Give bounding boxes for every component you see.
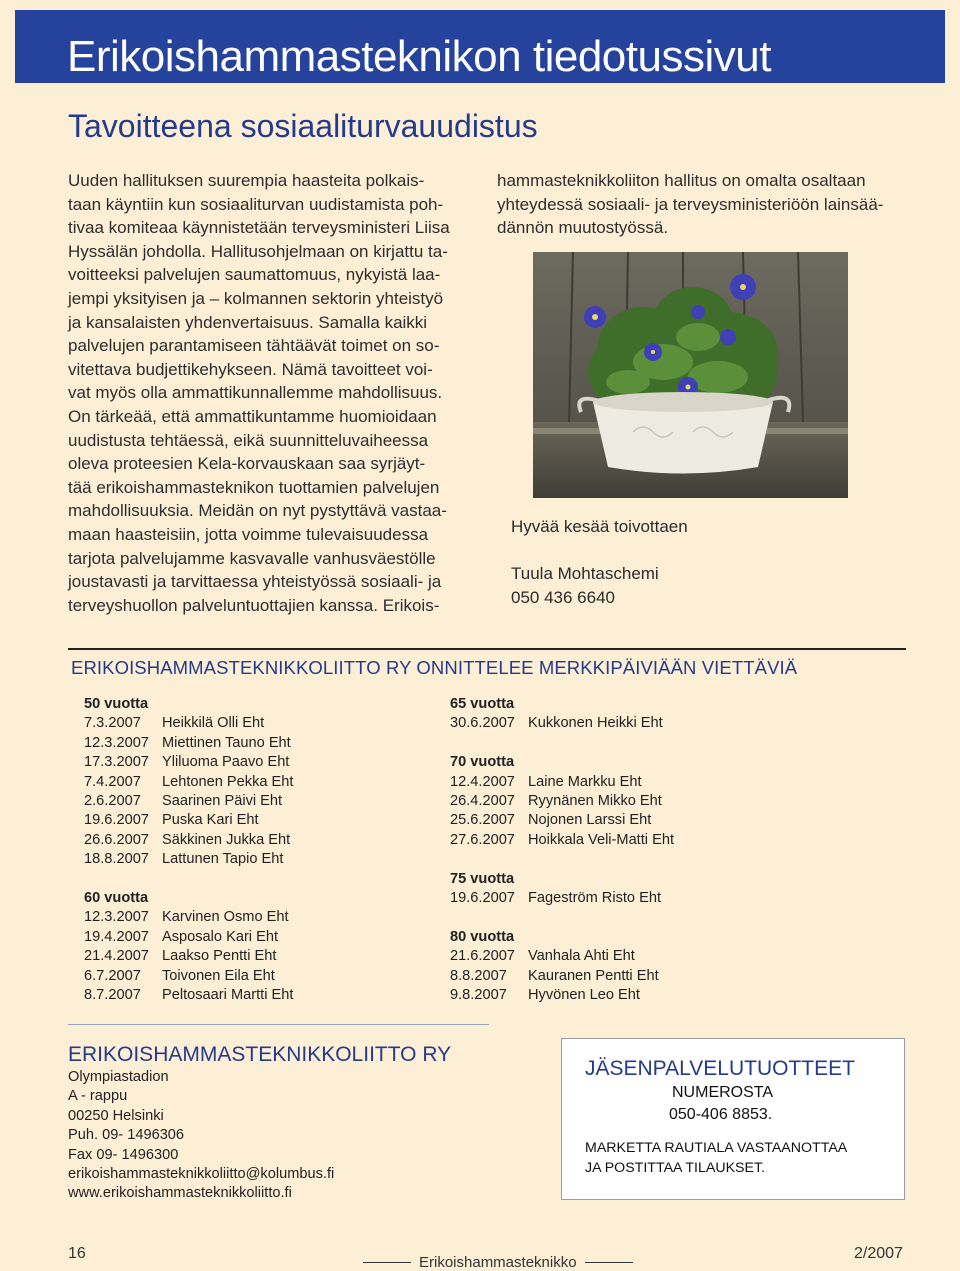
list-item: [84, 928, 293, 947]
entry-name: Lattunen Tapio Eht: [162, 851, 284, 868]
article-text-line: tivaa komiteaa käynnistetään terveysministeri Liisa: [68, 218, 450, 238]
list-item: [84, 850, 293, 869]
anniversary-group-title: 60 vuotta: [84, 890, 149, 907]
entry-name: Hyvönen Leo Eht: [528, 987, 640, 1004]
list-spacer: [84, 870, 293, 889]
entry-date: 8.7.2007: [84, 987, 141, 1004]
section-divider: [68, 648, 906, 650]
entry-name: Fageström Risto Eht: [528, 890, 662, 907]
publication-name: Erikoishammasteknikko: [419, 1254, 577, 1271]
anniversary-group-title: 75 vuotta: [450, 870, 515, 887]
entry-date: 12.4.2007: [450, 773, 515, 790]
entry-date: 26.6.2007: [84, 831, 149, 848]
article-text-line: vitettava budjettikehykseen. Nämä tavoitteet voi-: [68, 359, 433, 379]
list-item: [450, 889, 674, 908]
list-item: [84, 967, 293, 986]
list-item: [450, 947, 674, 966]
entry-name: Heikkilä Olli Eht: [162, 715, 265, 732]
article-text-line: tää erikoishammasteknikon tuottamien palvelujen: [68, 477, 440, 497]
org-info-line: erikoishammasteknikkoliitto@kolumbus.fi: [68, 1166, 335, 1183]
member-box-note-line: MARKETTA RAUTIALA VASTAANOTTAA: [585, 1140, 848, 1156]
anniversary-list-right: [450, 695, 674, 1005]
flower-pot-photo: [533, 252, 848, 498]
entry-name: Säkkinen Jukka Eht: [162, 831, 291, 848]
article-text-line: maan haasteisiin, jotta voimme tulevaisuudessa: [68, 524, 429, 544]
article-text-line: mahdollisuuksia. Meidän on nyt pystyttävä vastaa-: [68, 501, 447, 521]
entry-date: 9.8.2007: [450, 987, 507, 1004]
list-spacer: [450, 850, 674, 869]
entry-date: 12.3.2007: [84, 909, 149, 926]
article-text-line: terveyshuollon palveluntuottajien kanssa. Erikois-: [68, 595, 440, 615]
entry-date: 19.6.2007: [84, 812, 149, 829]
list-item: [450, 773, 674, 792]
issue-number: 2/2007: [854, 1245, 903, 1262]
member-box-subtitle: NUMEROSTA: [672, 1084, 774, 1101]
entry-name: Ryynänen Mikko Eht: [528, 793, 662, 810]
entry-date: 30.6.2007: [450, 715, 515, 732]
list-item: [450, 831, 674, 850]
footer-rule-right: [585, 1262, 633, 1263]
list-spacer: [450, 908, 674, 927]
list-item: [84, 753, 293, 772]
anniversary-group-title: 50 vuotta: [84, 696, 149, 712]
article-text-line: yhteydessä sosiaali- ja terveysministeriöön lainsää-: [497, 194, 884, 214]
entry-name: Asposalo Kari Eht: [162, 928, 279, 945]
list-item: [84, 773, 293, 792]
org-info-line: A - rappu: [68, 1088, 128, 1105]
list-item: [84, 831, 293, 850]
org-title: ERIKOISHAMMASTEKNIKKOLIITTO RY: [68, 1043, 452, 1066]
entry-date: 21.6.2007: [450, 948, 515, 965]
article-text-line: hammasteknikkoliiton hallitus on omalta osaltaan: [497, 171, 866, 190]
list-item: [84, 908, 293, 927]
header-banner: [15, 10, 945, 83]
entry-name: Yliluoma Paavo Eht: [162, 754, 290, 771]
list-item: [84, 734, 293, 753]
anniversary-group-title: 70 vuotta: [450, 754, 515, 771]
list-item: [84, 986, 293, 1005]
entry-date: 7.4.2007: [84, 773, 141, 790]
entry-date: 7.3.2007: [84, 715, 141, 732]
article-text-line: ja kansalaisten yhdenvertaisuus. Samalla kaikki: [68, 312, 428, 332]
member-box-note-line: JA POSTITTAA TILAUKSET.: [585, 1160, 766, 1176]
article-column-right: [497, 169, 917, 240]
article-text-line: On tärkeää, että ammattikuntamme huomioidaan: [68, 406, 437, 426]
list-item: [450, 792, 674, 811]
article-text-line: palvelujen parantamiseen tähtäävät toimet on so-: [68, 336, 440, 356]
article-text-line: jempi yksityisen ja – kolmannen sektorin yhteistyö: [68, 288, 444, 308]
list-item: [84, 714, 293, 733]
entry-name: Puska Kari Eht: [162, 812, 259, 829]
entry-date: 25.6.2007: [450, 812, 515, 829]
entry-name: Karvinen Osmo Eht: [162, 909, 289, 926]
entry-date: 8.8.2007: [450, 967, 507, 984]
divider-line: [68, 1024, 489, 1025]
entry-date: 19.4.2007: [84, 928, 149, 945]
entry-name: Lehtonen Pekka Eht: [162, 773, 294, 790]
article-title: Tavoitteena sosiaaliturvauudistus: [68, 108, 538, 144]
entry-date: 26.4.2007: [450, 793, 515, 810]
entry-name: Miettinen Tauno Eht: [162, 734, 291, 751]
org-info-line: 00250 Helsinki: [68, 1107, 164, 1124]
member-box-title: JÄSENPALVELUTUOTTEET: [585, 1057, 855, 1080]
banner-title: Erikoishammasteknikon tiedotussivut: [67, 32, 771, 81]
entry-name: Toivonen Eila Eht: [162, 967, 275, 984]
entry-date: 6.7.2007: [84, 967, 141, 984]
article-text-line: joustavasti ja tarvittaessa yhteistyössä sosiaali- ja: [68, 572, 442, 592]
org-info-line: Puh. 09- 1496306: [68, 1127, 185, 1144]
org-info-line: Olympiastadion: [68, 1069, 169, 1085]
article-text-line: taan käyntiin kun sosiaaliturvan uudistamista poh-: [68, 194, 444, 214]
anniversary-group-title: 80 vuotta: [450, 928, 515, 945]
article-text-line: vat myös olla ammattikunnallemme mahdollisuus.: [68, 383, 443, 403]
entry-name: Laakso Pentti Eht: [162, 948, 277, 965]
member-box-phone: 050-406 8853.: [669, 1106, 773, 1123]
article-column-left: [68, 169, 488, 617]
entry-name: Saarinen Päivi Eht: [162, 793, 283, 810]
org-contact-info: [68, 1068, 334, 1204]
list-item: [450, 986, 674, 1005]
entry-date: 12.3.2007: [84, 734, 149, 751]
entry-date: 21.4.2007: [84, 948, 149, 965]
footer-publication: [355, 1254, 641, 1271]
article-text-line: dännön muutostyössä.: [497, 218, 669, 238]
entry-date: 2.6.2007: [84, 793, 141, 810]
article-text-line: oleva proteesien Kela-korvauskaan saa syrjäyt-: [68, 454, 426, 474]
page-number: 16: [68, 1245, 86, 1262]
article-text-line: voitteeksi palvelujen saumattomuus, nykyistä laa-: [68, 265, 441, 285]
member-box-note: [585, 1138, 847, 1178]
article-text-line: Hyssälän johdolla. Hallitusohjelmaan on kirjattu ta-: [68, 241, 448, 261]
list-spacer: [450, 734, 674, 753]
list-item: [450, 811, 674, 830]
entry-name: Laine Markku Eht: [528, 773, 642, 790]
closing-greeting: Hyvää kesää toivottaen: [511, 517, 688, 536]
entry-name: Vanhala Ahti Eht: [528, 948, 635, 965]
congrats-heading: ERIKOISHAMMASTEKNIKKOLIITTO RY ONNITTELEE MERKKIPÄIVIÄÄN VIETTÄVIÄ: [71, 657, 798, 678]
anniversary-group-title: 65 vuotta: [450, 696, 515, 712]
list-item: [84, 792, 293, 811]
entry-name: Kukkonen Heikki Eht: [528, 715, 663, 732]
entry-name: Kauranen Pentti Eht: [528, 967, 659, 984]
list-item: [84, 947, 293, 966]
entry-date: 27.6.2007: [450, 831, 515, 848]
list-item: [450, 714, 674, 733]
article-text-line: tarjota palvelujamme kasvavalle vanhusväestölle: [68, 548, 436, 568]
entry-date: 19.6.2007: [450, 890, 515, 907]
list-item: [84, 811, 293, 830]
footer-rule-left: [363, 1262, 411, 1263]
org-info-line: Fax 09- 1496300: [68, 1146, 179, 1163]
entry-name: Hoikkala Veli-Matti Eht: [528, 831, 674, 848]
list-item: [450, 967, 674, 986]
entry-date: 18.8.2007: [84, 851, 149, 868]
member-services-box: [561, 1038, 905, 1200]
org-info-line: www.erikoishammasteknikkoliitto.fi: [68, 1185, 292, 1202]
anniversary-list-left: [84, 695, 293, 1005]
entry-name: Peltosaari Martti Eht: [162, 987, 294, 1004]
signature-name: Tuula Mohtaschemi: [511, 564, 659, 583]
entry-name: Nojonen Larssi Eht: [528, 812, 652, 829]
article-text-line: uudistusta tehtäessä, eikä suunnitteluvaiheessa: [68, 430, 429, 450]
entry-date: 17.3.2007: [84, 754, 149, 771]
signature-phone: 050 436 6640: [511, 588, 615, 607]
article-text-line: Uuden hallituksen suurempia haasteita polkais-: [68, 171, 425, 190]
